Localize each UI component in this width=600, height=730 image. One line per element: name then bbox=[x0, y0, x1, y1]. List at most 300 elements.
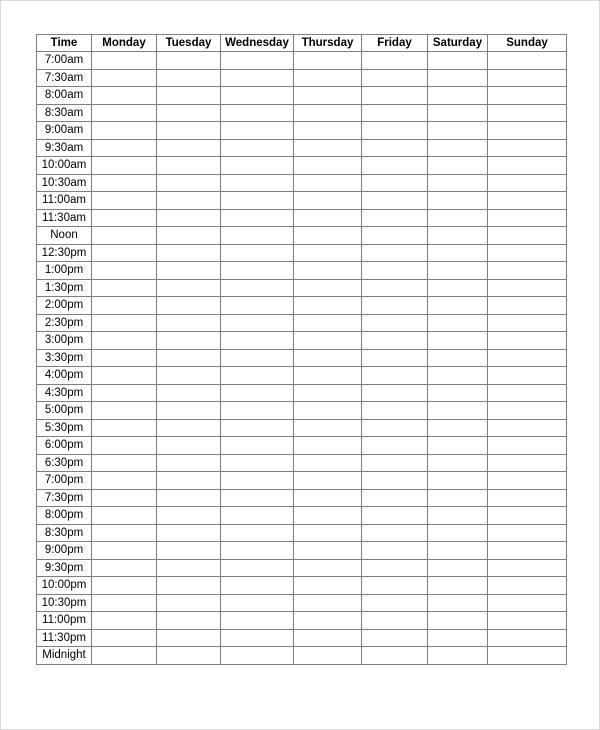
cell-monday[interactable] bbox=[92, 542, 157, 560]
cell-wednesday[interactable] bbox=[221, 192, 294, 210]
cell-thursday[interactable] bbox=[294, 227, 362, 245]
cell-thursday[interactable] bbox=[294, 349, 362, 367]
table-row bbox=[37, 472, 567, 490]
cell-tuesday[interactable] bbox=[157, 227, 221, 245]
cell-tuesday[interactable] bbox=[157, 279, 221, 297]
cell-friday[interactable] bbox=[362, 192, 428, 210]
cell-tuesday[interactable] bbox=[157, 454, 221, 472]
cell-friday[interactable] bbox=[362, 157, 428, 175]
time-slot-label: 5:00pm bbox=[37, 402, 92, 420]
cell-thursday[interactable] bbox=[294, 87, 362, 105]
cell-friday[interactable] bbox=[362, 139, 428, 157]
cell-sunday[interactable] bbox=[488, 69, 567, 87]
cell-wednesday[interactable] bbox=[221, 314, 294, 332]
header-friday: Friday bbox=[362, 35, 428, 52]
cell-monday[interactable] bbox=[92, 402, 157, 420]
cell-thursday[interactable] bbox=[294, 559, 362, 577]
cell-wednesday[interactable] bbox=[221, 384, 294, 402]
cell-thursday[interactable] bbox=[294, 454, 362, 472]
cell-monday[interactable] bbox=[92, 122, 157, 140]
cell-tuesday[interactable] bbox=[157, 244, 221, 262]
cell-wednesday[interactable] bbox=[221, 507, 294, 525]
cell-saturday[interactable] bbox=[428, 524, 488, 542]
cell-sunday[interactable] bbox=[488, 87, 567, 105]
cell-saturday[interactable] bbox=[428, 594, 488, 612]
cell-friday[interactable] bbox=[362, 489, 428, 507]
cell-wednesday[interactable] bbox=[221, 244, 294, 262]
cell-friday[interactable] bbox=[362, 507, 428, 525]
cell-wednesday[interactable] bbox=[221, 472, 294, 490]
table-row bbox=[37, 87, 567, 105]
cell-monday[interactable] bbox=[92, 559, 157, 577]
table-row bbox=[37, 612, 567, 630]
cell-friday[interactable] bbox=[362, 279, 428, 297]
cell-monday[interactable] bbox=[92, 174, 157, 192]
cell-thursday[interactable] bbox=[294, 612, 362, 630]
cell-friday[interactable] bbox=[362, 559, 428, 577]
time-slot-label: 8:00pm bbox=[37, 507, 92, 525]
cell-friday[interactable] bbox=[362, 52, 428, 70]
cell-sunday[interactable] bbox=[488, 297, 567, 315]
cell-monday[interactable] bbox=[92, 139, 157, 157]
cell-saturday[interactable] bbox=[428, 174, 488, 192]
cell-monday[interactable] bbox=[92, 472, 157, 490]
cell-wednesday[interactable] bbox=[221, 367, 294, 385]
cell-tuesday[interactable] bbox=[157, 419, 221, 437]
time-slot-label: 8:00am bbox=[37, 87, 92, 105]
cell-friday[interactable] bbox=[362, 472, 428, 490]
cell-sunday[interactable] bbox=[488, 367, 567, 385]
cell-monday[interactable] bbox=[92, 489, 157, 507]
cell-tuesday[interactable] bbox=[157, 472, 221, 490]
table-row bbox=[37, 402, 567, 420]
time-slot-label: 3:30pm bbox=[37, 349, 92, 367]
cell-sunday[interactable] bbox=[488, 209, 567, 227]
cell-thursday[interactable] bbox=[294, 279, 362, 297]
cell-friday[interactable] bbox=[362, 542, 428, 560]
cell-tuesday[interactable] bbox=[157, 384, 221, 402]
cell-thursday[interactable] bbox=[294, 52, 362, 70]
table-row bbox=[37, 437, 567, 455]
table-row bbox=[37, 122, 567, 140]
cell-wednesday[interactable] bbox=[221, 262, 294, 280]
table-row bbox=[37, 279, 567, 297]
cell-saturday[interactable] bbox=[428, 227, 488, 245]
cell-sunday[interactable] bbox=[488, 104, 567, 122]
cell-wednesday[interactable] bbox=[221, 612, 294, 630]
cell-saturday[interactable] bbox=[428, 472, 488, 490]
table-row bbox=[37, 559, 567, 577]
header-monday: Monday bbox=[92, 35, 157, 52]
cell-thursday[interactable] bbox=[294, 647, 362, 665]
cell-saturday[interactable] bbox=[428, 647, 488, 665]
cell-tuesday[interactable] bbox=[157, 402, 221, 420]
cell-wednesday[interactable] bbox=[221, 647, 294, 665]
cell-saturday[interactable] bbox=[428, 559, 488, 577]
cell-sunday[interactable] bbox=[488, 314, 567, 332]
table-row bbox=[37, 367, 567, 385]
cell-sunday[interactable] bbox=[488, 227, 567, 245]
cell-tuesday[interactable] bbox=[157, 542, 221, 560]
cell-monday[interactable] bbox=[92, 52, 157, 70]
cell-sunday[interactable] bbox=[488, 472, 567, 490]
cell-friday[interactable] bbox=[362, 577, 428, 595]
cell-saturday[interactable] bbox=[428, 244, 488, 262]
cell-tuesday[interactable] bbox=[157, 262, 221, 280]
time-slot-label: 10:30pm bbox=[37, 594, 92, 612]
cell-tuesday[interactable] bbox=[157, 332, 221, 350]
time-slot-label: 4:00pm bbox=[37, 367, 92, 385]
cell-saturday[interactable] bbox=[428, 314, 488, 332]
cell-thursday[interactable] bbox=[294, 122, 362, 140]
cell-sunday[interactable] bbox=[488, 262, 567, 280]
table-row bbox=[37, 192, 567, 210]
cell-saturday[interactable] bbox=[428, 122, 488, 140]
time-slot-label: 1:00pm bbox=[37, 262, 92, 280]
cell-tuesday[interactable] bbox=[157, 209, 221, 227]
cell-wednesday[interactable] bbox=[221, 297, 294, 315]
cell-wednesday[interactable] bbox=[221, 227, 294, 245]
table-row bbox=[37, 244, 567, 262]
cell-tuesday[interactable] bbox=[157, 647, 221, 665]
cell-friday[interactable] bbox=[362, 69, 428, 87]
cell-saturday[interactable] bbox=[428, 542, 488, 560]
cell-wednesday[interactable] bbox=[221, 139, 294, 157]
cell-thursday[interactable] bbox=[294, 332, 362, 350]
cell-thursday[interactable] bbox=[294, 594, 362, 612]
cell-friday[interactable] bbox=[362, 419, 428, 437]
cell-monday[interactable] bbox=[92, 332, 157, 350]
cell-thursday[interactable] bbox=[294, 507, 362, 525]
cell-monday[interactable] bbox=[92, 367, 157, 385]
cell-thursday[interactable] bbox=[294, 139, 362, 157]
cell-friday[interactable] bbox=[362, 104, 428, 122]
cell-saturday[interactable] bbox=[428, 489, 488, 507]
cell-saturday[interactable] bbox=[428, 52, 488, 70]
cell-monday[interactable] bbox=[92, 209, 157, 227]
cell-thursday[interactable] bbox=[294, 244, 362, 262]
cell-monday[interactable] bbox=[92, 227, 157, 245]
cell-friday[interactable] bbox=[362, 122, 428, 140]
cell-sunday[interactable] bbox=[488, 577, 567, 595]
cell-tuesday[interactable] bbox=[157, 437, 221, 455]
table-row bbox=[37, 419, 567, 437]
cell-saturday[interactable] bbox=[428, 419, 488, 437]
cell-friday[interactable] bbox=[362, 227, 428, 245]
cell-saturday[interactable] bbox=[428, 454, 488, 472]
cell-thursday[interactable] bbox=[294, 209, 362, 227]
cell-sunday[interactable] bbox=[488, 384, 567, 402]
cell-tuesday[interactable] bbox=[157, 629, 221, 647]
cell-monday[interactable] bbox=[92, 577, 157, 595]
cell-friday[interactable] bbox=[362, 647, 428, 665]
cell-tuesday[interactable] bbox=[157, 192, 221, 210]
cell-wednesday[interactable] bbox=[221, 104, 294, 122]
cell-thursday[interactable] bbox=[294, 262, 362, 280]
cell-monday[interactable] bbox=[92, 507, 157, 525]
time-slot-label: 8:30pm bbox=[37, 524, 92, 542]
cell-saturday[interactable] bbox=[428, 367, 488, 385]
cell-friday[interactable] bbox=[362, 437, 428, 455]
cell-sunday[interactable] bbox=[488, 647, 567, 665]
cell-sunday[interactable] bbox=[488, 594, 567, 612]
cell-tuesday[interactable] bbox=[157, 104, 221, 122]
cell-friday[interactable] bbox=[362, 314, 428, 332]
cell-thursday[interactable] bbox=[294, 419, 362, 437]
cell-monday[interactable] bbox=[92, 419, 157, 437]
cell-monday[interactable] bbox=[92, 384, 157, 402]
cell-thursday[interactable] bbox=[294, 542, 362, 560]
cell-wednesday[interactable] bbox=[221, 69, 294, 87]
header-row bbox=[37, 35, 567, 52]
table-row bbox=[37, 314, 567, 332]
cell-sunday[interactable] bbox=[488, 507, 567, 525]
cell-wednesday[interactable] bbox=[221, 174, 294, 192]
cell-thursday[interactable] bbox=[294, 104, 362, 122]
cell-wednesday[interactable] bbox=[221, 402, 294, 420]
cell-wednesday[interactable] bbox=[221, 454, 294, 472]
cell-thursday[interactable] bbox=[294, 69, 362, 87]
time-slot-label: 6:00pm bbox=[37, 437, 92, 455]
cell-saturday[interactable] bbox=[428, 384, 488, 402]
cell-wednesday[interactable] bbox=[221, 419, 294, 437]
cell-friday[interactable] bbox=[362, 332, 428, 350]
cell-wednesday[interactable] bbox=[221, 349, 294, 367]
cell-monday[interactable] bbox=[92, 524, 157, 542]
cell-sunday[interactable] bbox=[488, 157, 567, 175]
cell-sunday[interactable] bbox=[488, 559, 567, 577]
cell-sunday[interactable] bbox=[488, 244, 567, 262]
cell-wednesday[interactable] bbox=[221, 559, 294, 577]
cell-thursday[interactable] bbox=[294, 297, 362, 315]
cell-monday[interactable] bbox=[92, 279, 157, 297]
cell-friday[interactable] bbox=[362, 454, 428, 472]
cell-sunday[interactable] bbox=[488, 122, 567, 140]
table-row bbox=[37, 139, 567, 157]
cell-monday[interactable] bbox=[92, 192, 157, 210]
header-thursday: Thursday bbox=[294, 35, 362, 52]
cell-tuesday[interactable] bbox=[157, 157, 221, 175]
cell-wednesday[interactable] bbox=[221, 489, 294, 507]
cell-tuesday[interactable] bbox=[157, 577, 221, 595]
time-slot-label: 7:00am bbox=[37, 52, 92, 70]
cell-saturday[interactable] bbox=[428, 209, 488, 227]
cell-sunday[interactable] bbox=[488, 612, 567, 630]
cell-wednesday[interactable] bbox=[221, 87, 294, 105]
cell-monday[interactable] bbox=[92, 594, 157, 612]
table-row bbox=[37, 577, 567, 595]
table-row bbox=[37, 262, 567, 280]
cell-monday[interactable] bbox=[92, 612, 157, 630]
time-slot-label: 4:30pm bbox=[37, 384, 92, 402]
cell-saturday[interactable] bbox=[428, 69, 488, 87]
cell-tuesday[interactable] bbox=[157, 559, 221, 577]
cell-saturday[interactable] bbox=[428, 507, 488, 525]
cell-friday[interactable] bbox=[362, 402, 428, 420]
table-row bbox=[37, 349, 567, 367]
cell-monday[interactable] bbox=[92, 157, 157, 175]
cell-friday[interactable] bbox=[362, 349, 428, 367]
time-slot-label: 11:30am bbox=[37, 209, 92, 227]
cell-sunday[interactable] bbox=[488, 332, 567, 350]
cell-saturday[interactable] bbox=[428, 262, 488, 280]
cell-tuesday[interactable] bbox=[157, 524, 221, 542]
cell-saturday[interactable] bbox=[428, 402, 488, 420]
cell-wednesday[interactable] bbox=[221, 524, 294, 542]
cell-wednesday[interactable] bbox=[221, 209, 294, 227]
cell-wednesday[interactable] bbox=[221, 279, 294, 297]
cell-saturday[interactable] bbox=[428, 577, 488, 595]
cell-thursday[interactable] bbox=[294, 437, 362, 455]
table-row bbox=[37, 174, 567, 192]
cell-wednesday[interactable] bbox=[221, 629, 294, 647]
cell-tuesday[interactable] bbox=[157, 139, 221, 157]
table-row bbox=[37, 489, 567, 507]
cell-friday[interactable] bbox=[362, 629, 428, 647]
cell-sunday[interactable] bbox=[488, 629, 567, 647]
cell-monday[interactable] bbox=[92, 244, 157, 262]
cell-sunday[interactable] bbox=[488, 489, 567, 507]
cell-saturday[interactable] bbox=[428, 437, 488, 455]
cell-tuesday[interactable] bbox=[157, 507, 221, 525]
cell-monday[interactable] bbox=[92, 297, 157, 315]
cell-monday[interactable] bbox=[92, 349, 157, 367]
cell-tuesday[interactable] bbox=[157, 314, 221, 332]
cell-tuesday[interactable] bbox=[157, 489, 221, 507]
cell-tuesday[interactable] bbox=[157, 174, 221, 192]
cell-friday[interactable] bbox=[362, 384, 428, 402]
cell-saturday[interactable] bbox=[428, 629, 488, 647]
cell-friday[interactable] bbox=[362, 262, 428, 280]
cell-monday[interactable] bbox=[92, 314, 157, 332]
cell-wednesday[interactable] bbox=[221, 437, 294, 455]
cell-thursday[interactable] bbox=[294, 524, 362, 542]
cell-sunday[interactable] bbox=[488, 402, 567, 420]
cell-saturday[interactable] bbox=[428, 349, 488, 367]
cell-sunday[interactable] bbox=[488, 279, 567, 297]
cell-wednesday[interactable] bbox=[221, 157, 294, 175]
cell-thursday[interactable] bbox=[294, 174, 362, 192]
time-slot-label: 9:30pm bbox=[37, 559, 92, 577]
cell-sunday[interactable] bbox=[488, 524, 567, 542]
cell-saturday[interactable] bbox=[428, 87, 488, 105]
table-row bbox=[37, 209, 567, 227]
cell-wednesday[interactable] bbox=[221, 52, 294, 70]
cell-friday[interactable] bbox=[362, 367, 428, 385]
cell-sunday[interactable] bbox=[488, 174, 567, 192]
cell-saturday[interactable] bbox=[428, 279, 488, 297]
cell-monday[interactable] bbox=[92, 69, 157, 87]
cell-tuesday[interactable] bbox=[157, 69, 221, 87]
header-tuesday: Tuesday bbox=[157, 35, 221, 52]
cell-friday[interactable] bbox=[362, 87, 428, 105]
time-slot-label: 6:30pm bbox=[37, 454, 92, 472]
cell-tuesday[interactable] bbox=[157, 52, 221, 70]
cell-thursday[interactable] bbox=[294, 157, 362, 175]
cell-monday[interactable] bbox=[92, 647, 157, 665]
cell-wednesday[interactable] bbox=[221, 577, 294, 595]
cell-thursday[interactable] bbox=[294, 577, 362, 595]
cell-friday[interactable] bbox=[362, 244, 428, 262]
table-row bbox=[37, 227, 567, 245]
cell-monday[interactable] bbox=[92, 437, 157, 455]
cell-sunday[interactable] bbox=[488, 454, 567, 472]
cell-wednesday[interactable] bbox=[221, 542, 294, 560]
cell-tuesday[interactable] bbox=[157, 594, 221, 612]
cell-sunday[interactable] bbox=[488, 139, 567, 157]
cell-saturday[interactable] bbox=[428, 157, 488, 175]
cell-friday[interactable] bbox=[362, 612, 428, 630]
cell-tuesday[interactable] bbox=[157, 612, 221, 630]
cell-tuesday[interactable] bbox=[157, 87, 221, 105]
cell-sunday[interactable] bbox=[488, 419, 567, 437]
cell-sunday[interactable] bbox=[488, 52, 567, 70]
cell-wednesday[interactable] bbox=[221, 332, 294, 350]
cell-wednesday[interactable] bbox=[221, 122, 294, 140]
cell-tuesday[interactable] bbox=[157, 349, 221, 367]
cell-thursday[interactable] bbox=[294, 472, 362, 490]
time-slot-label: 10:00am bbox=[37, 157, 92, 175]
cell-sunday[interactable] bbox=[488, 192, 567, 210]
cell-thursday[interactable] bbox=[294, 402, 362, 420]
time-slot-label: 10:30am bbox=[37, 174, 92, 192]
cell-friday[interactable] bbox=[362, 594, 428, 612]
table-row bbox=[37, 647, 567, 665]
cell-saturday[interactable] bbox=[428, 139, 488, 157]
cell-saturday[interactable] bbox=[428, 332, 488, 350]
cell-sunday[interactable] bbox=[488, 349, 567, 367]
cell-thursday[interactable] bbox=[294, 384, 362, 402]
cell-wednesday[interactable] bbox=[221, 594, 294, 612]
table-row bbox=[37, 524, 567, 542]
time-slot-label: 12:30pm bbox=[37, 244, 92, 262]
cell-thursday[interactable] bbox=[294, 367, 362, 385]
cell-thursday[interactable] bbox=[294, 629, 362, 647]
cell-monday[interactable] bbox=[92, 104, 157, 122]
table-row bbox=[37, 507, 567, 525]
cell-tuesday[interactable] bbox=[157, 122, 221, 140]
cell-thursday[interactable] bbox=[294, 314, 362, 332]
table-row bbox=[37, 332, 567, 350]
table-row bbox=[37, 157, 567, 175]
header-wednesday: Wednesday bbox=[221, 35, 294, 52]
cell-saturday[interactable] bbox=[428, 612, 488, 630]
cell-monday[interactable] bbox=[92, 87, 157, 105]
table-row bbox=[37, 594, 567, 612]
time-slot-label: 2:30pm bbox=[37, 314, 92, 332]
cell-saturday[interactable] bbox=[428, 104, 488, 122]
table-row bbox=[37, 384, 567, 402]
cell-sunday[interactable] bbox=[488, 437, 567, 455]
cell-thursday[interactable] bbox=[294, 192, 362, 210]
cell-friday[interactable] bbox=[362, 209, 428, 227]
cell-friday[interactable] bbox=[362, 297, 428, 315]
cell-monday[interactable] bbox=[92, 262, 157, 280]
cell-tuesday[interactable] bbox=[157, 297, 221, 315]
cell-tuesday[interactable] bbox=[157, 367, 221, 385]
time-slot-label: Noon bbox=[37, 227, 92, 245]
cell-monday[interactable] bbox=[92, 454, 157, 472]
cell-thursday[interactable] bbox=[294, 489, 362, 507]
cell-friday[interactable] bbox=[362, 174, 428, 192]
cell-monday[interactable] bbox=[92, 629, 157, 647]
cell-sunday[interactable] bbox=[488, 542, 567, 560]
time-slot-label: 11:00am bbox=[37, 192, 92, 210]
cell-saturday[interactable] bbox=[428, 192, 488, 210]
cell-friday[interactable] bbox=[362, 524, 428, 542]
table-row bbox=[37, 629, 567, 647]
cell-saturday[interactable] bbox=[428, 297, 488, 315]
